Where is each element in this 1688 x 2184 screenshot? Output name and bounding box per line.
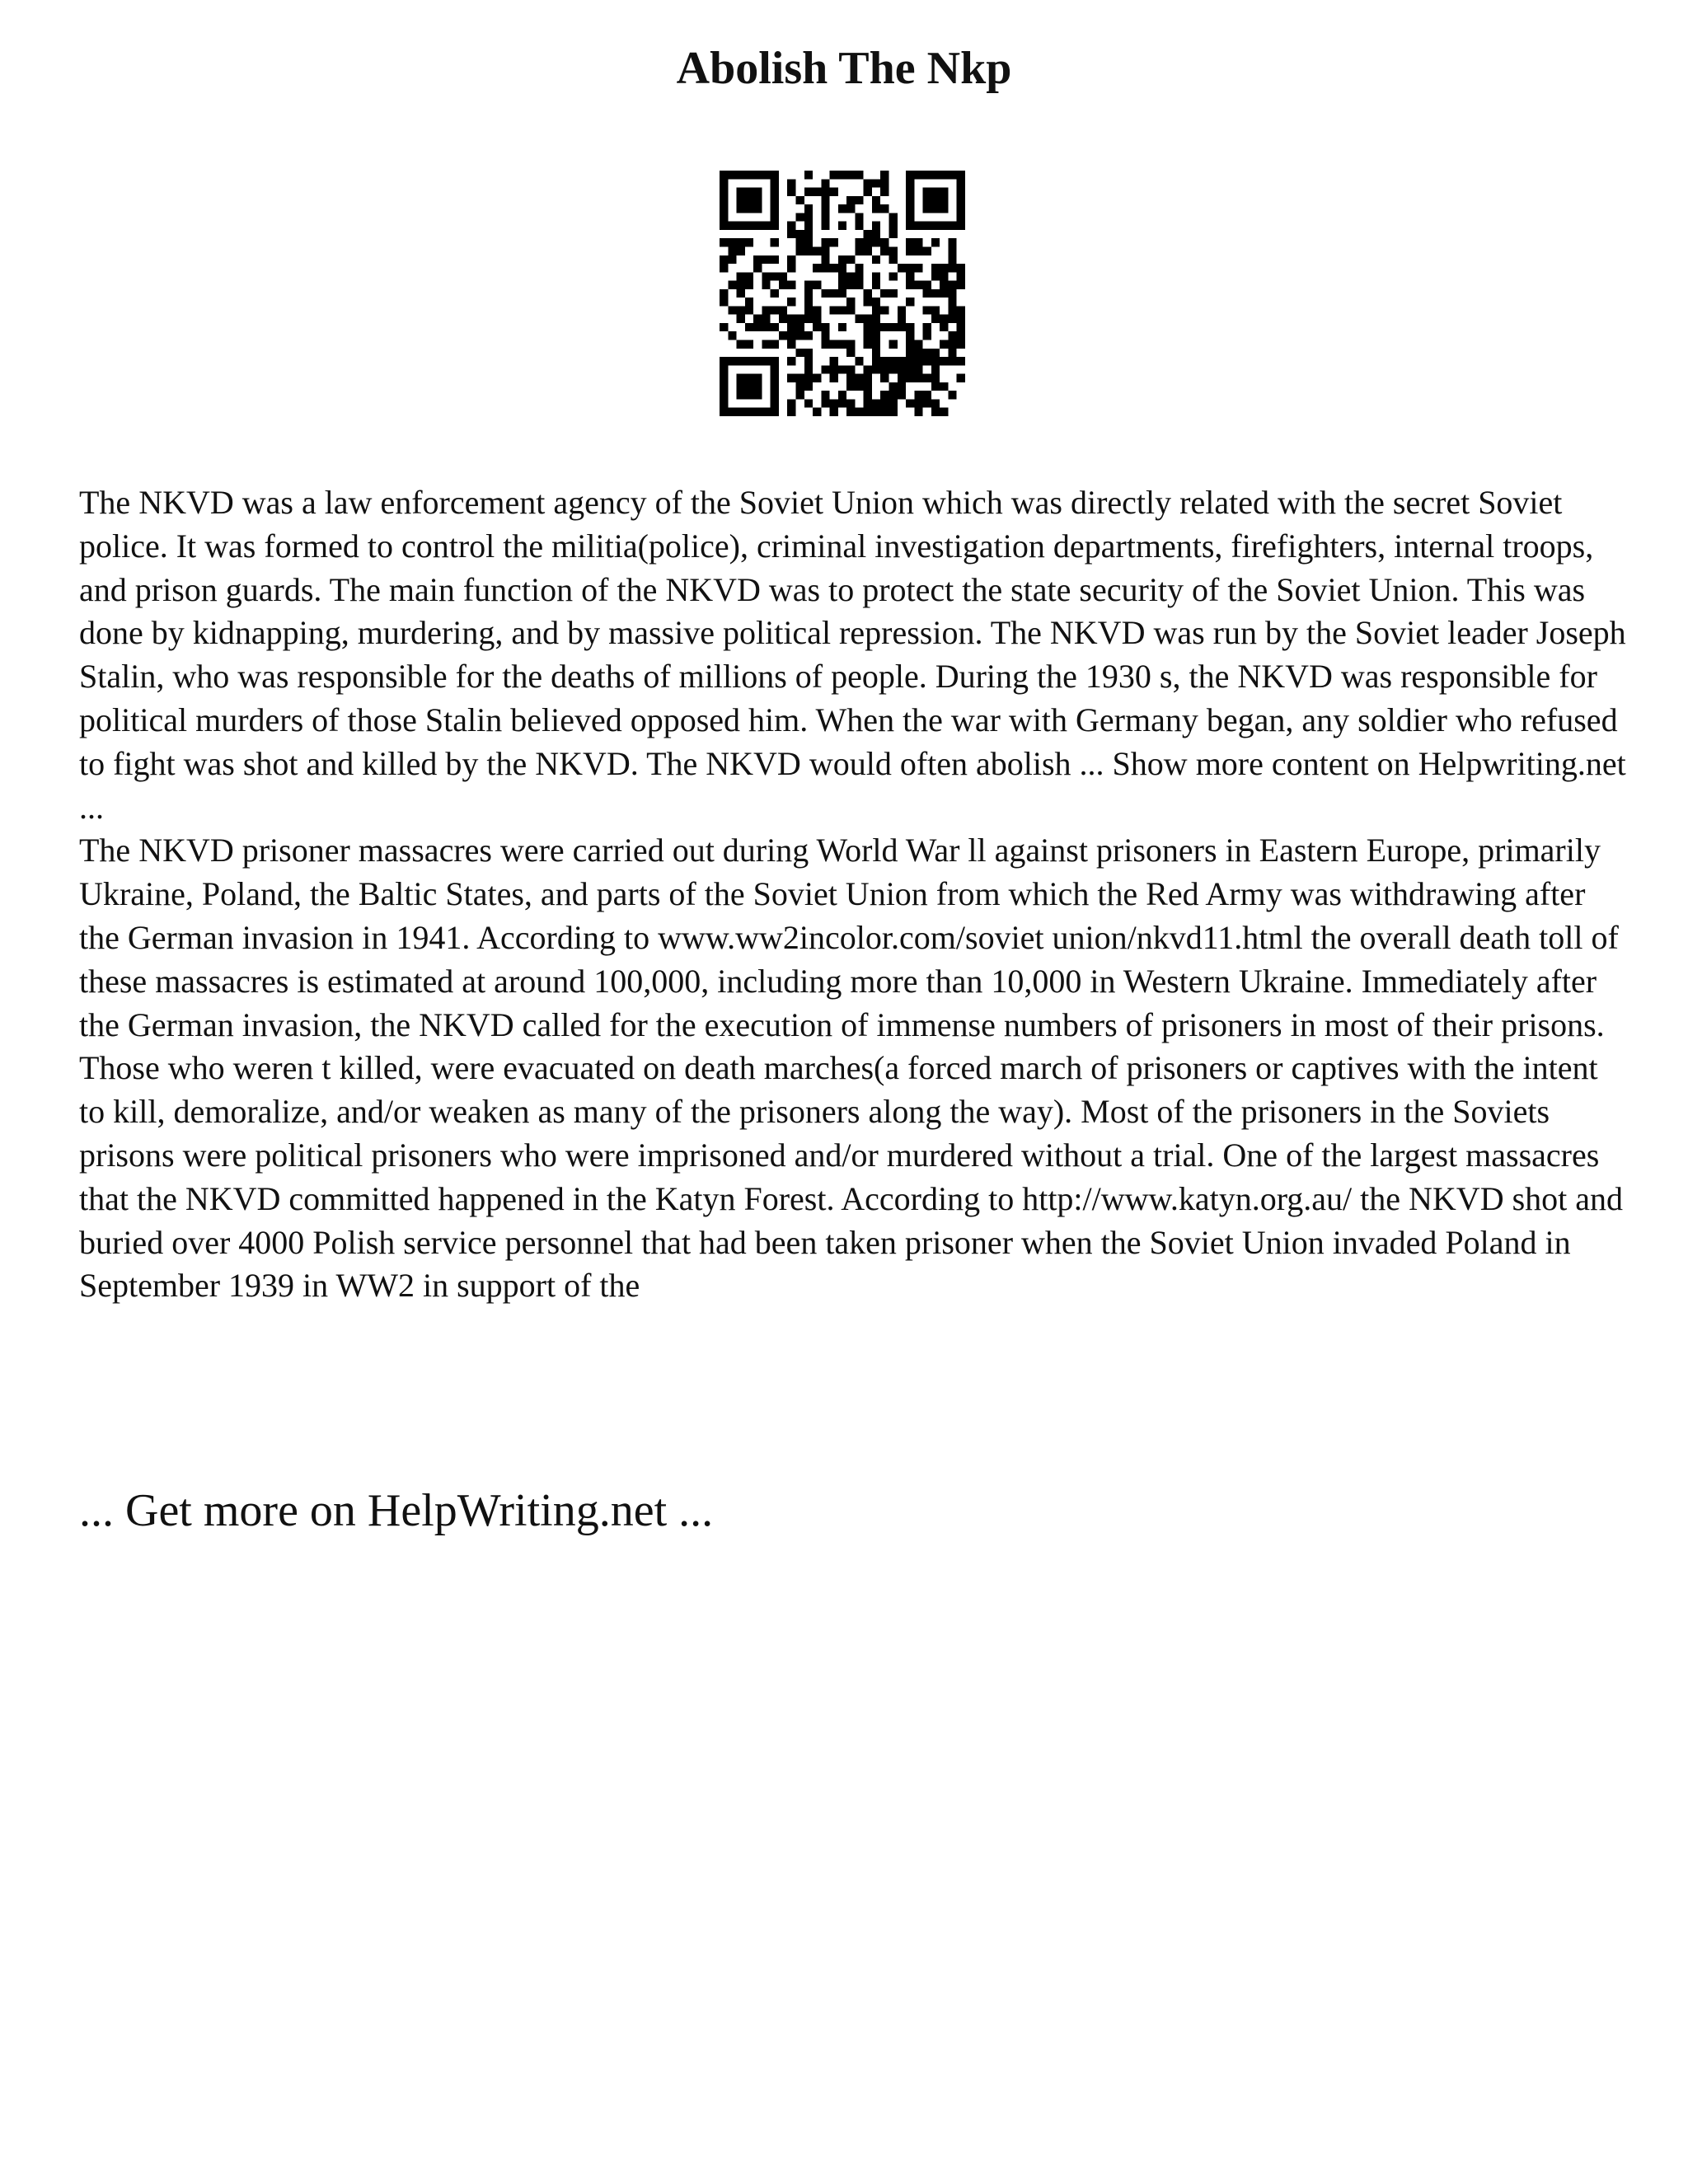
qr-code-icon	[720, 171, 965, 416]
get-more-link[interactable]: ... Get more on HelpWriting.net ...	[79, 1485, 714, 1536]
page-title: Abolish The Nkp	[676, 43, 1012, 94]
paragraph: The NKVD prisoner massacres were carried out during World War ll against prisoners in Eastern Europe, primarily Ukraine, Poland, the Baltic States, and parts of the Soviet Union from which the Red Army was withdrawing after the German invasion in 1941. According to www.ww2incolor.com/soviet union/nkvd11.html the overall death toll of these massacres is estimated at around 100,000, including more than 10,000 in Western Ukraine. Immediately after the German invasion, the NKVD called for the execution of immense numbers of prisoners in most of their prisons. Those who weren t killed, were evacuated on death marches(a forced march of prisoners or captives with the intent to kill, demoralize, and/or weaken as many of the prisoners along the way). Most of the prisoners in the Soviets prisons were political prisoners who were imprisoned and/or murdered without a trial. One of the largest massacres that the NKVD committed happened in the Katyn Forest. According to http://www.katyn.org.au/ the NKVD shot and buried over 4000 Polish service personnel that had been taken prisoner when the Soviet Union invaded Poland in September 1939 in WW2 in support of the	[79, 832, 1624, 1305]
paragraph: The NKVD was a law enforcement agency of the Soviet Union which was directly related with the secret Soviet police. It was formed to control the militia(police), criminal investigation departments, firefighters, internal troops, and prison guards. The main function of the NKVD was to protect the state security of the Soviet Union. This was done by kidnapping, murdering, and by massive political repression. The NKVD was run by the Soviet leader Joseph Stalin, who was responsible for the deaths of millions of people. During the 1930 s, the NKVD was responsible for political murders of those Stalin believed opposed him. When the war with Germany began, any soldier who refused to fight was shot and killed by the NKVD. The NKVD would often abolish ... Show more content on Helpwriting.net ...	[79, 484, 1626, 826]
article-body	[79, 481, 1629, 1308]
